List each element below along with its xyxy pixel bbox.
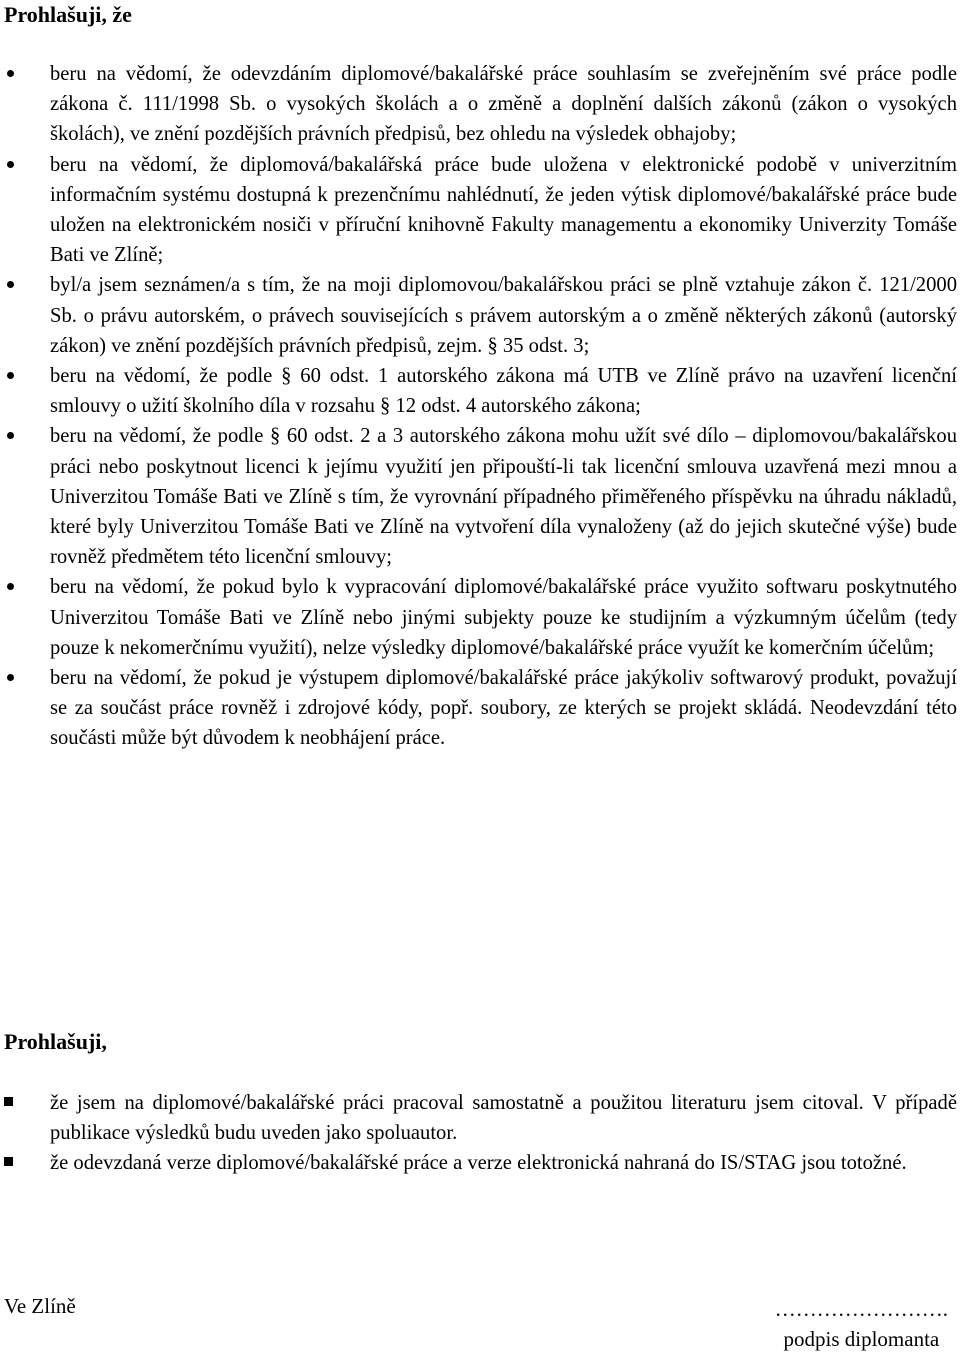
list-item: beru na vědomí, že pokud bylo k vypracování diplomové/bakalářské práce využito softwaru poskytnutého Univerzitou Tomáše Bati ve Zlíně nebo jinými subjekty pouze ke studijním a výzkumným účelům (tedy pouze k nekomerčnímu využití), nelze výsledky diplomové/bakalářské práce využít ke komerčním účelům; [0, 572, 960, 663]
bullet-icon [0, 59, 20, 89]
list-item: beru na vědomí, že podle § 60 odst. 1 autorského zákona má UTB ve Zlíně právo na uzavření licenční smlouvy o užití školního díla v rozsahu § 12 odst. 4 autorského zákona; [0, 361, 960, 421]
bullet-icon [0, 572, 20, 602]
bullet-icon [0, 150, 20, 180]
list-item: beru na vědomí, že odevzdáním diplomové/bakalářské práce souhlasím se zveřejněním své práce podle zákona č. 111/1998 Sb. o vysokých školách a o změně a doplnění dalších zákonů (zákon o vysokých školách), ve znění pozdějších právních předpisů, bez ohledu na výsledek obhajoby; [0, 59, 960, 150]
bullet-icon [0, 361, 20, 391]
square-bullet-icon [0, 1148, 20, 1178]
declaration-list [0, 1088, 960, 1179]
list-item: že jsem na diplomové/bakalářské práci pracoval samostatně a použitou literaturu jsem citoval. V případě publikace výsledků budu uveden jako spoluautor. [0, 1088, 960, 1148]
signature-label: podpis diplomanta [783, 1327, 940, 1351]
square-bullet-icon [0, 1088, 20, 1118]
list-item: že odevzdaná verze diplomové/bakalářské práce a verze elektronická nahraná do IS/STAG jsou totožné. [0, 1148, 960, 1178]
list-item: beru na vědomí, že podle § 60 odst. 2 a 3 autorského zákona mohu užít své dílo – diplomovou/bakalářskou práci nebo poskytnout licenci k jejímu využití jen připouští-li tak licenční smlouva uzavřená mezi mnou a Univerzitou Tomáše Bati ve Zlíně s tím, že vyrovnání případného přiměřeného příspěvku na úhradu nákladů, které byly Univerzitou Tomáše Bati ve Zlíně na vytvoření díla vynaloženy (až do jejich skutečné výše) bude rovněž předmětem této licenční smlouvy; [0, 421, 960, 572]
signature-line: ……………………. [774, 1297, 948, 1321]
bullet-icon [0, 663, 20, 693]
list-item: beru na vědomí, že diplomová/bakalářská práce bude uložena v elektronické podobě v univerzitním informačním systému dostupná k prezenčnímu nahlédnutí, že jeden výtisk diplomové/bakalářské práce bude uložen na elektronickém nosiči v příruční knihovně Fakulty managementu a ekonomiky Univerzity Tomáše Bati ve Zlíně; [0, 150, 960, 271]
place: Ve Zlíně [4, 1294, 76, 1318]
declaration-heading: Prohlašuji, že [4, 2, 132, 27]
bullet-icon [0, 270, 20, 300]
declaration-heading-2: Prohlašuji, [4, 1029, 107, 1054]
signature-block [775, 1294, 948, 1354]
list-item: beru na vědomí, že pokud je výstupem diplomové/bakalářské práce jakýkoliv softwarový produkt, považují se za součást práce rovněž i zdrojové kódy, popř. soubory, ze kterých se projekt skládá. Neodevzdání této součásti může být důvodem k neobhájení práce. [0, 663, 960, 754]
list-item: byl/a jsem seznámen/a s tím, že na moji diplomovou/bakalářskou práci se plně vztahuje zákon č. 121/2000 Sb. o právu autorském, o právech souvisejících s právem autorským a o změně některých zákonů (autorský zákon) ve znění pozdějších právních předpisů, zejm. § 35 odst. 3; [0, 270, 960, 361]
bullet-icon [0, 421, 20, 451]
acknowledgement-list [0, 59, 960, 754]
